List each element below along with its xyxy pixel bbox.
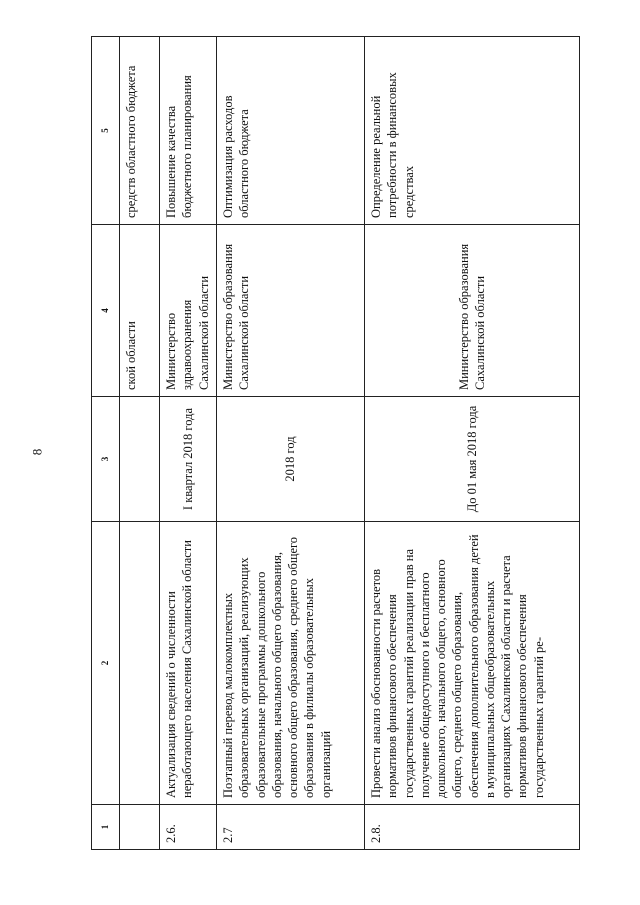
- term-cell: I квартал 2018 года: [160, 397, 217, 522]
- rotated-table-container: [91, 62, 579, 850]
- measures-table: [91, 36, 580, 850]
- header-cell: 4: [92, 225, 120, 397]
- table-row: [217, 37, 365, 850]
- executor-cell: ской области: [120, 225, 160, 397]
- executor-cell: Министерство образования Сахалинской области: [365, 225, 580, 397]
- result-cell: Оптимизация расходов областного бюджета: [217, 37, 365, 225]
- executor-cell: Министерство здравоохранения Сахалинской области: [160, 225, 217, 397]
- executor-cell: Министерство образования Сахалинской области: [217, 225, 365, 397]
- action-cell: Актуализация сведений о численности неработающего населения Сахалинской области: [160, 522, 217, 805]
- action-cell: Провести анализ обоснованности расчетов нормативов финансового обеспечения государственных гарантий реализации прав на получение общедоступного и бесплатного дошкольного, начального общего, основного общего, среднего общего образования, обеспечения дополнительного образования детей в муниципальных общеобразовательных организациях Сахалинской области и расчета нормативов финансового обеспечения государственных гарантий ре-: [365, 522, 580, 805]
- table-row: [365, 37, 580, 850]
- term-cell: [120, 397, 160, 522]
- page-number: 8: [29, 448, 45, 456]
- result-cell: Определение реальной потребности в финансовых средствах: [365, 37, 580, 225]
- row-number: 2.7: [217, 805, 365, 850]
- header-cell: 2: [92, 522, 120, 805]
- table-header-row: [92, 37, 120, 850]
- term-cell: 2018 год: [217, 397, 365, 522]
- result-cell: Повышение качества бюджетного планирования: [160, 37, 217, 225]
- row-number: [120, 805, 160, 850]
- table-row: [160, 37, 217, 850]
- action-cell: [120, 522, 160, 805]
- action-cell: Поэтапный перевод малокомплектных образовательных организаций, реализующих образовательные программы дошкольного образования, начального общего образования, основного общего образования, среднего общего образования в филиалы образовательных организаций: [217, 522, 365, 805]
- row-number: 2.6.: [160, 805, 217, 850]
- header-cell: 3: [92, 397, 120, 522]
- table-row: [120, 37, 160, 850]
- result-cell: средств областного бюджета: [120, 37, 160, 225]
- term-cell: До 01 мая 2018 года: [365, 397, 580, 522]
- header-cell: 5: [92, 37, 120, 225]
- header-cell: 1: [92, 805, 120, 850]
- row-number: 2.8.: [365, 805, 580, 850]
